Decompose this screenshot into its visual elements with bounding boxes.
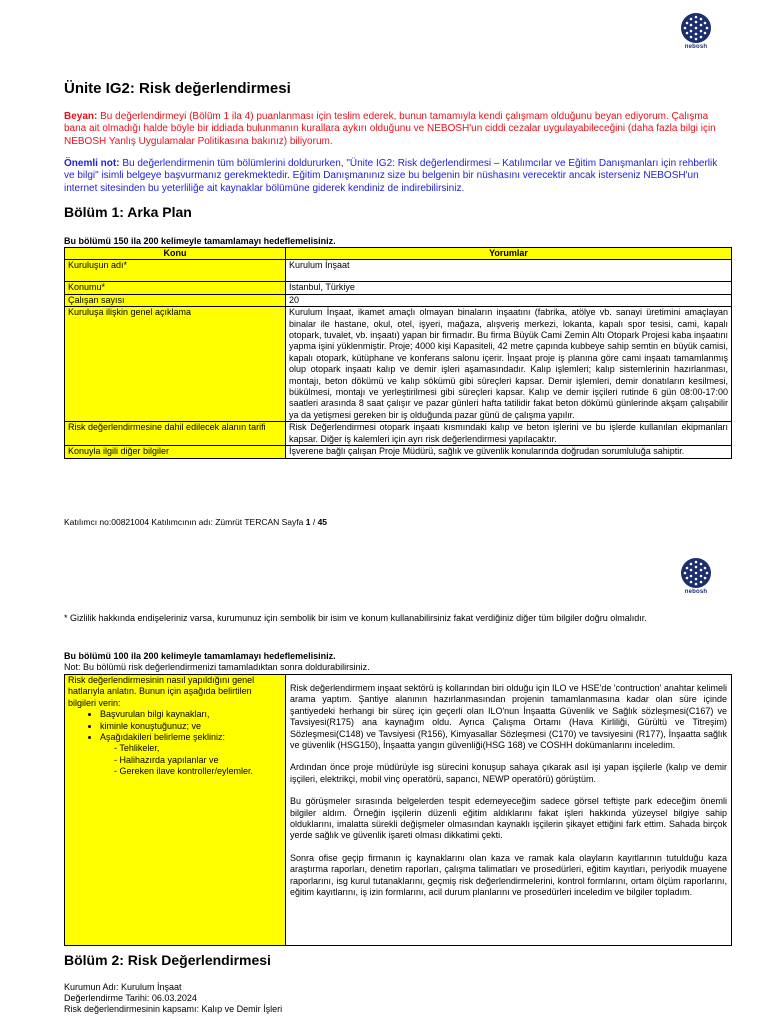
method-paragraph: Sonra ofise geçip firmanın iç kaynaklarını olan kaza ve ramak kala olayların kayıtlarının tutulduğu kaza araştırma raporları, denetim raporları, çalışma talimatları ve prosedürleri, eğitim kayıtları, periyodik muayene raporlarını, isg kurul tutanaklarını, geçmiş risk değerlendirmelerini, kontrol formlarını, ortam ölçüm raporlarını, eğitim kayıtlarını, iş izin formlarını, acil durum planlarını ve prosedürleri inceledim ve bilgiler topladım.: [290, 852, 727, 898]
row-value: İşverene bağlı çalışan Proje Müdürü, sağlık ve güvenlik konularında doğrudan sorumluluğa sahiptir.: [286, 446, 732, 458]
guidance-bullet-list: [68, 709, 282, 777]
list-item: [100, 732, 282, 778]
row-label: Çalışan sayısı: [65, 294, 286, 306]
important-note-label: Önemli not:: [64, 158, 120, 169]
row-value: Istanbul, Türkiye: [286, 282, 732, 294]
table-row: [65, 446, 732, 458]
page-total: 45: [317, 517, 328, 527]
row-label: Kuruluşa ilişkin genel açıklama: [65, 307, 286, 422]
method-note: Not: Bu bölümü risk değerlendirmenizi tamamladıktan sonra doldurabilirsiniz.: [64, 662, 370, 672]
method-guidance-intro: Risk değerlendirmesinin nasıl yapıldığını genel hatlarıyla anlatın. Bunun için aşağıda belirtilen bilgileri verin:: [68, 675, 255, 708]
row-value: Risk Değerlendirmesi otopark inşaatı kısmındaki kalıp ve beton işlerini ve bu işlerde kullanılan ekipmanları kapsar. Diğer iş kalemleri için ayrı risk değerlendirmesi yapılacaktır.: [286, 422, 732, 446]
section2-heading: Bölüm 2: Risk Değerlendirmesi: [64, 952, 271, 968]
list-item-text: Aşağıdakileri belirleme şekliniz:: [100, 732, 226, 743]
nebosh-globe-icon: [680, 12, 712, 44]
section2-scope: Risk değerlendirmesinin kapsamı: Kalıp ve Demir İşleri: [64, 1004, 283, 1014]
logo-text: nebosh: [684, 589, 708, 595]
row-label: Konuyla ilgili diğer bilgiler: [65, 446, 286, 458]
table-row: [65, 294, 732, 306]
method-paragraph: Risk değerlendirmem inşaat sektörü iş kollarından biri olduğu için ILO ve HSE'de 'contruction' anahtar kelimeli arama yaptım. Şantiye alanının hazırlanmasından projenin tamamlanmasına kadar olan süre içinde şantiyedeki herhangi bir süreç için geçerli olan ILO'nun İnşaatta Güvenlik ve Sağlık sözleşmesi(C167) ve Tavsiyesi(R175) ana kaynağım oldu. Ayrıca Çalışma Ortamı (Hava Kirliliği, Gürültü ve Titreşim) Sözleşmesi(C148) ve Tavsiyesi (R156), Kimyasallar Sözleşmesi (C170) ve tavsiyesini (R177), İnşaatta sağlık ve güvenlik (HSG150), İnşaatta yangın güvenliği(HSG 168) ve COSHH dokümanlarını inceledim.: [290, 683, 727, 751]
column-header-topic: Konu: [65, 248, 286, 260]
declaration-paragraph: [64, 111, 724, 148]
table-row: [65, 675, 732, 946]
row-label: Konumu*: [65, 282, 286, 294]
footer-text: Katılımcı no:00821004 Katılımcının adı: Zümrüt TERCAN Sayfa: [64, 517, 306, 527]
table-header-row: [65, 248, 732, 260]
document-title: Ünite IG2: Risk değerlendirmesi: [64, 80, 291, 97]
row-value: Kurulum İnşaat, ikamet amaçlı olmayan binaların inşaatını (fabrika, atölye vb. sanayi üretimini amaçlayan binalar ile hastane, okul, otel, işyeri, mağaza, alışveriş merkezi, lokanta, kapalı spor tesisi, cami, kapalı otopark, tuvalet, vb. inşaatı) yapan bir firmadır. Bu firma Büyük Cami Zemin Altı Otopark Projesi kaba inşaatını yapma işini yüklenmiştir. Proje; 4000 kişi Kapasiteli, 42 metre çapında kubbeye sahip semtin en büyük camisi, kapalı otopark, kütüphane ve konferans salonu içerir. İnşaat proje iş planına göre cami inşaatı tamamlanmış olup otopark inşaatı kalıp ve demir işleri aşamasındadır. Kalıp işlemleri; kalıp sistemlerinin hazırlanması, montajı, beton dökümü ve kalıp sökümü gibi süreçleri kapsar. Demir işlemleri, demir donatıların kesilmesi, bükülmesi, montajı ve yerleştirilmesi gibi süreçleri kapsar. Kalıp ve demir işçileri rutinde 6 gün 08:00-17:00 saatleri arasında 8 saat çalışır ve pazar günleri hafta tatilidir fakat beton dökümü günlerinde akşam çalışabilir ya da yetişmesi gereken bir iş olduğunda pazar günü de çalışma yapılır.: [286, 307, 732, 422]
nebosh-logo: [676, 557, 716, 595]
nebosh-globe-icon: [680, 557, 712, 589]
table-row: [65, 282, 732, 294]
method-guidance-cell: [65, 675, 286, 946]
section1-heading: Bölüm 1: Arka Plan: [64, 204, 192, 220]
row-value: Kurulum İnşaat: [286, 260, 732, 282]
list-item: - Tehlikeler,: [114, 743, 160, 754]
important-note-text: Bu değerlendirmenin tüm bölümlerini doldururken, "Ünite IG2: Risk değerlendirmesi – Katılımcılar ve Eğitim Danışmanları için rehberlik ve bilgi" isimli belgeye başvurmanız gerekmektedir. Eğitim Danışmanınız size bu belgenin bir nüshasını verecektir ancak isterseniz NEBOSH'un internet sitesinden bu yeterliliğe ait kaynaklar bölümüne giderek kendiniz de indirebilirsiniz.: [64, 158, 718, 194]
section2-org: Kurumun Adı: Kurulum İnşaat: [64, 982, 182, 992]
section2-date: Değerlendirme Tarihi: 06.03.2024: [64, 993, 197, 1003]
list-item: - Gereken ilave kontroller/eylemler.: [114, 766, 254, 777]
method-paragraph: Ardından önce proje müdürüyle isg sürecini konuşup sahaya çıkarak asıl işi yapan işçilerle (kalıp ve demir işçileri, elektrikçi, mobil vinç operatörü, sapancı, NEWP operatörü) görüştüm.: [290, 762, 727, 784]
table-row: [65, 422, 732, 446]
row-label: Risk değerlendirmesine dahil edilecek alanın tarifi: [65, 422, 286, 446]
table-row: [65, 260, 732, 282]
logo-text: nebosh: [684, 44, 708, 50]
method-answer-cell: [286, 675, 732, 946]
column-header-comments: Yorumlar: [286, 248, 732, 260]
declaration-label: Beyan:: [64, 111, 98, 122]
privacy-note: * Gizlilik hakkında endişeleriniz varsa, kurumunuz için sembolik bir isim ve konum kullanabilirsiniz fakat verdiğiniz diğer tüm bilgiler doğru olmalıdır.: [64, 613, 647, 623]
method-table: [64, 674, 732, 946]
important-note-paragraph: [64, 158, 724, 195]
nebosh-logo: [676, 12, 716, 50]
list-item: • kiminle konuştuğunuz; ve: [100, 721, 282, 732]
table-row: [65, 307, 732, 422]
list-item: - Halihazırda yapılanlar ve: [114, 754, 219, 765]
page-footer: [64, 517, 327, 527]
row-value: 20: [286, 294, 732, 306]
background-table: [64, 247, 732, 459]
row-label: Kuruluşun adı*: [65, 260, 286, 282]
page-number: 1: [305, 517, 311, 527]
guidance-dash-list: [100, 743, 282, 777]
list-item: • Başvurulan bilgi kaynakları,: [100, 709, 282, 720]
section1-instruction: Bu bölümü 150 ila 200 kelimeyle tamamlamayı hedeflemelisiniz.: [64, 236, 336, 246]
declaration-text: Bu değerlendirmeyi (Bölüm 1 ila 4) puanlanması için teslim ederek, bunun tamamıyla kendi çalışmam olduğunu beyan ediyorum. Çalışma bana ait olmadığı halde böyle bir iddiada bulunmanın kurallara aykırı olduğunu ve NEBOSH'un ciddi cezalar uygulayabileceğini (daha fazla bilgi için NEBOSH Yanlış Uygulamalar Politikasına bakınız) biliyorum.: [64, 111, 716, 147]
method-instruction: Bu bölümü 100 ila 200 kelimeyle tamamlamayı hedeflemelisiniz.: [64, 651, 336, 661]
page-separator: /: [310, 517, 318, 527]
method-paragraph: Bu görüşmeler sırasında belgelerden tespit edemeyeceğim sadece görsel teftişte park edeceğim önemli bilgiler aldım. Örneğin işçilerin düzenli eğitim aldıklarını fakat işleri hakkında yüzeysel bilgiye sahip olduklarını, imalatta sürekli değişmeler olmasından kaynaklı işçilerin şikayet ettiğini fark ettim. Sahada birçok yerde sağlık ve güvenlik işareti olması dikkatimi çekti.: [290, 796, 727, 841]
